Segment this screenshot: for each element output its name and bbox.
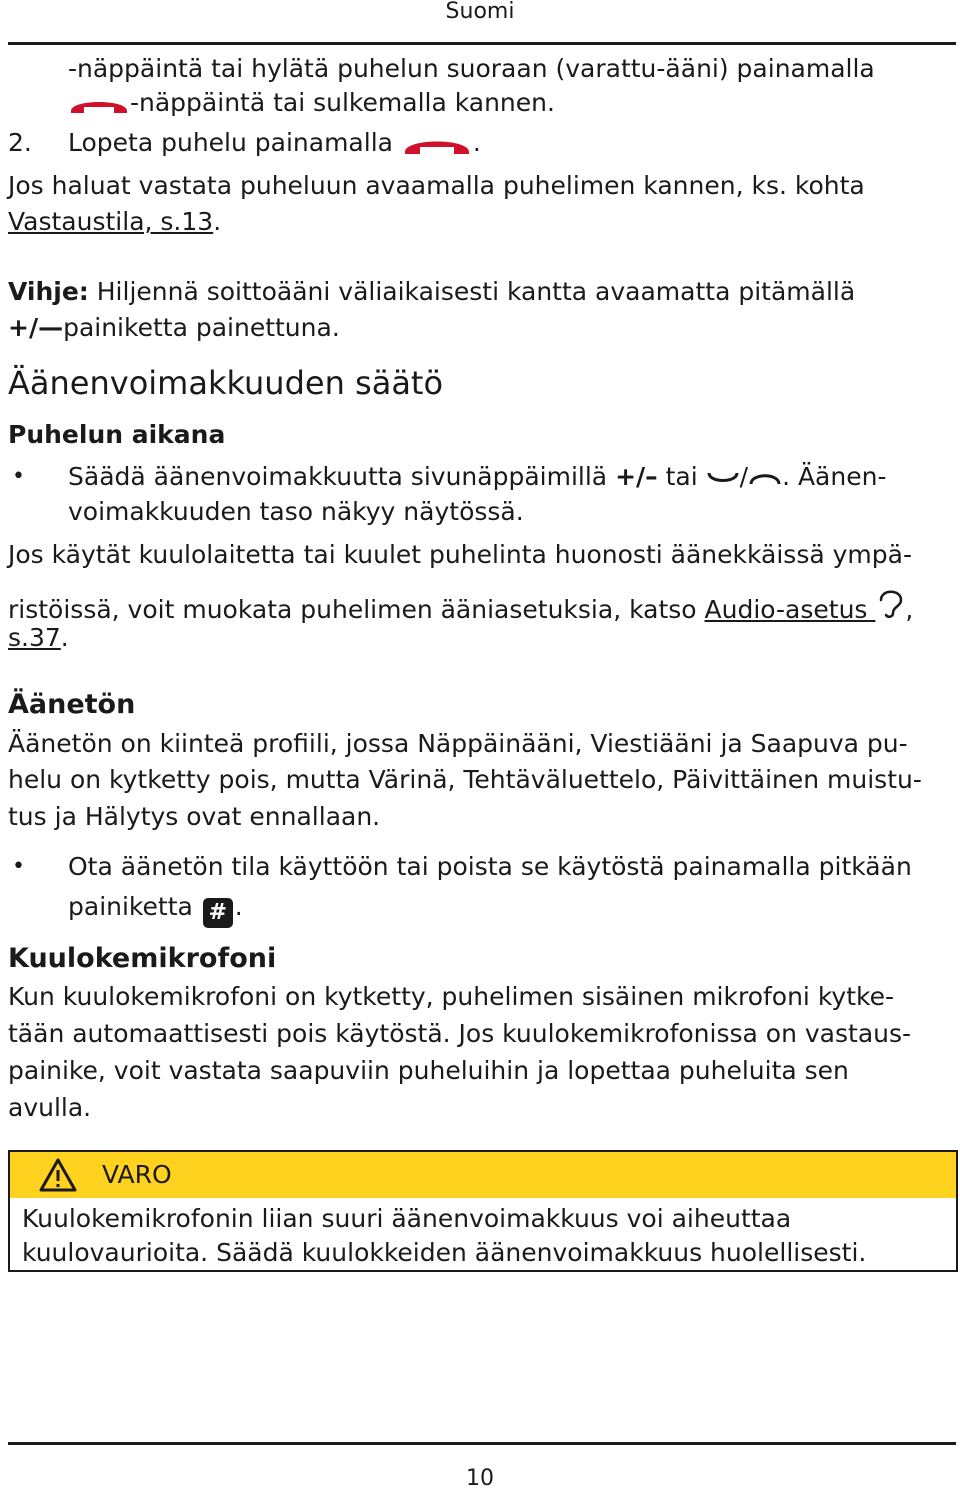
volume-or: tai	[665, 462, 698, 491]
tip-key: +/—	[8, 313, 64, 342]
volume-subheading: Puhelun aikana	[8, 420, 226, 449]
hearing-line-3	[8, 623, 69, 653]
ear-icon	[875, 586, 905, 620]
headset-heading: Kuulokemikrofoni	[8, 943, 277, 974]
tip-line-1	[8, 277, 855, 307]
hearing-end: .	[60, 623, 69, 652]
silent-bullet-end: .	[234, 892, 243, 921]
hearing-text: ristöissä, voit muokata puhelimen ääniasetuksia, katso	[8, 595, 697, 624]
page-language-label: Suomi	[445, 0, 515, 24]
volume-heading: Äänenvoimakkuuden säätö	[8, 364, 444, 402]
answer-line-2-text: -näppäintä tai sulkemalla kannen.	[130, 88, 555, 117]
headset-para-line-2: tään automaattisesti pois käytöstä. Jos kuulokemikrofonissa on vastaus-	[8, 1019, 912, 1048]
tip-line-2	[8, 313, 340, 343]
warning-line-2: kuulovaurioita. Säädä kuulokkeiden äänenvoimakkuus huolellisesti.	[22, 1238, 867, 1267]
bullet-dot: •	[12, 854, 25, 879]
step-2-label: Lopeta puhelu painamalla	[68, 128, 393, 157]
warning-line-1: Kuulokemikrofonin liian suuri äänenvoimakkuus voi aiheuttaa	[22, 1204, 792, 1233]
tip-text: Hiljennä soittoääni väliaikaisesti kantta avaamatta pitämällä	[88, 277, 856, 306]
silent-para-line-3: tus ja Hälytys ovat ennallaan.	[8, 802, 381, 831]
top-rule	[8, 42, 956, 45]
warning-triangle-icon	[38, 1157, 78, 1193]
volume-bullet-line-1	[68, 462, 886, 492]
lid-line-end: .	[213, 207, 222, 236]
audio-settings-link-text: Audio-asetus	[704, 595, 868, 624]
hearing-line-2	[8, 586, 913, 625]
bullet-dot: •	[12, 464, 25, 489]
lid-reference-link[interactable]: Vastaustila, s.13	[8, 207, 214, 236]
volume-bullet-end: . Äänen-	[782, 462, 887, 491]
silent-heading: Äänetön	[8, 689, 136, 720]
headset-para-line-1: Kun kuulokemikrofoni on kytketty, puhelimen sisäinen mikrofoni kytke-	[8, 982, 894, 1011]
silent-para-line-1: Äänetön on kiinteä profiili, jossa Näppäinääni, Viestiääni ja Saapuva pu-	[8, 729, 908, 758]
volume-bullet-text: Säädä äänenvoimakkuutta sivunäppäimillä	[68, 462, 608, 491]
audio-settings-link[interactable]	[705, 595, 906, 624]
warning-header	[10, 1152, 956, 1198]
hash-key-icon: #	[203, 898, 233, 928]
answer-line-1: -näppäintä tai hylätä puhelun suoraan (varattu-ääni) painamalla	[68, 54, 875, 83]
audio-settings-page-link[interactable]: s.37	[8, 623, 61, 652]
volume-down-key-icon	[706, 470, 740, 486]
hearing-line-1: Jos käytät kuulolaitetta tai kuulet puhelinta huonosti äänekkäissä ympä-	[8, 540, 912, 569]
hearing-comma: ,	[905, 595, 914, 624]
end-call-key-icon	[68, 93, 130, 115]
silent-bullet-text: painiketta	[68, 892, 193, 921]
headset-para-line-3: painike, voit vastata saapuviin puheluihin ja lopettaa puheluita sen	[8, 1056, 849, 1085]
step-2-number: 2.	[8, 128, 32, 157]
volume-bullet-line-2: voimakkuuden taso näkyy näytössä.	[68, 497, 524, 526]
volume-slash: /	[739, 462, 749, 491]
lid-line-2	[8, 207, 221, 237]
page-number: 10	[466, 1466, 494, 1491]
warning-box	[8, 1150, 958, 1272]
warning-title: VARO	[102, 1160, 172, 1189]
step-2-end: .	[472, 128, 481, 157]
bottom-rule	[8, 1442, 956, 1445]
end-call-key-icon	[401, 132, 473, 156]
volume-up-key-icon	[748, 470, 782, 486]
tip-rest: painiketta painettuna.	[63, 313, 340, 342]
answer-line-2	[68, 88, 555, 118]
silent-bullet-line-2	[68, 892, 243, 928]
tip-label: Vihje:	[8, 277, 89, 306]
silent-para-line-2: helu on kytketty pois, mutta Värinä, Tehtäväluettelo, Päivittäinen muistu-	[8, 765, 922, 794]
lid-line-1: Jos haluat vastata puheluun avaamalla puhelimen kannen, ks. kohta	[8, 171, 865, 200]
volume-side-keys: +/–	[615, 462, 658, 491]
headset-para-line-4: avulla.	[8, 1093, 92, 1122]
step-2-text	[68, 128, 481, 158]
silent-bullet-line-1: Ota äänetön tila käyttöön tai poista se käytöstä painamalla pitkään	[68, 852, 912, 881]
